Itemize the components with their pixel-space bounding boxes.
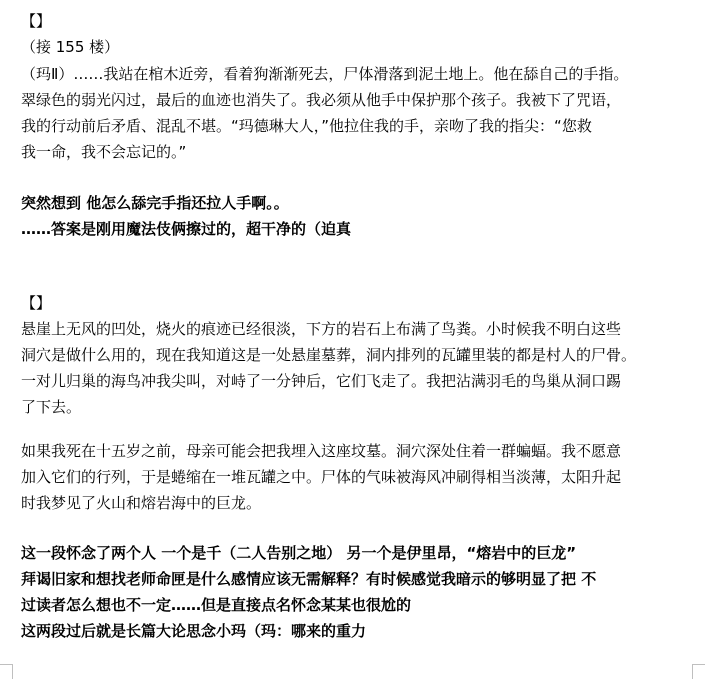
section-heading: 【】	[21, 12, 52, 30]
paragraph-line: 我一命，我不会忘记的。”	[21, 143, 187, 161]
author-comment-line: 突然想到 他怎么舔完手指还拉人手啊。。	[21, 194, 289, 212]
paragraph-line: （玛Ⅱ）……我站在棺木近旁，看着狗渐渐死去，尸体滑落到泥土地上。他在舔自己的手指。	[21, 65, 629, 83]
paragraph-line: 翠绿色的弱光闪过，最后的血迹也消失了。我必须从他手中保护那个孩子。我被下了咒语，	[21, 91, 622, 109]
author-comment-line: 这两段过后就是长篇大论思念小玛（玛：哪来的重力	[21, 622, 367, 640]
paragraph-line: 悬崖上无风的凹处，烧火的痕迹已经很淡，下方的岩石上布满了鸟粪。小时候我不明白这些	[21, 320, 622, 338]
continuation-note: （接 155 楼）	[21, 38, 120, 56]
margin-corner-mark-left	[0, 664, 13, 679]
paragraph-line: 洞穴是做什么用的，现在我知道这是一处悬崖墓葬，洞内排列的瓦罐里装的都是村人的尸骨。	[21, 346, 637, 364]
author-comment-line: 过读者怎么想也不一定……但是直接点名怀念某某也很尬的	[21, 596, 412, 614]
paragraph-line: 加入它们的行列，于是蜷缩在一堆瓦罐之中。尸体的气味被海风冲刷得相当淡薄，太阳升起	[21, 468, 622, 486]
author-comment-line: 拜谒旧家和想找老师命匣是什么感情应该无需解释？有时候感觉我暗示的够明显了把 不	[21, 570, 597, 588]
section-heading: 【】	[21, 294, 52, 312]
author-comment-line: ……答案是刚用魔法伎俩擦过的，超干净的（迫真	[21, 220, 352, 238]
author-comment-line: 这一段怀念了两个人 一个是千（二人告别之地） 另一个是伊里昂，“熔岩中的巨龙”	[21, 544, 577, 562]
paragraph-line: 时我梦见了火山和熔岩海中的巨龙。	[21, 494, 262, 512]
paragraph-line: 如果我死在十五岁之前，母亲可能会把我埋入这座坟墓。洞穴深处住着一群蝙蝠。我不愿意	[21, 442, 622, 460]
paragraph-line: 一对儿归巢的海鸟冲我尖叫，对峙了一分钟后，它们飞走了。我把沾满羽毛的鸟巢从洞口踢	[21, 372, 622, 390]
margin-corner-mark-right	[692, 664, 705, 679]
paragraph-line: 我的行动前后矛盾、混乱不堪。“玛德琳大人，”他拉住我的手，亲吻了我的指尖：“您救	[21, 117, 592, 135]
paragraph-line: 了下去。	[21, 398, 82, 416]
